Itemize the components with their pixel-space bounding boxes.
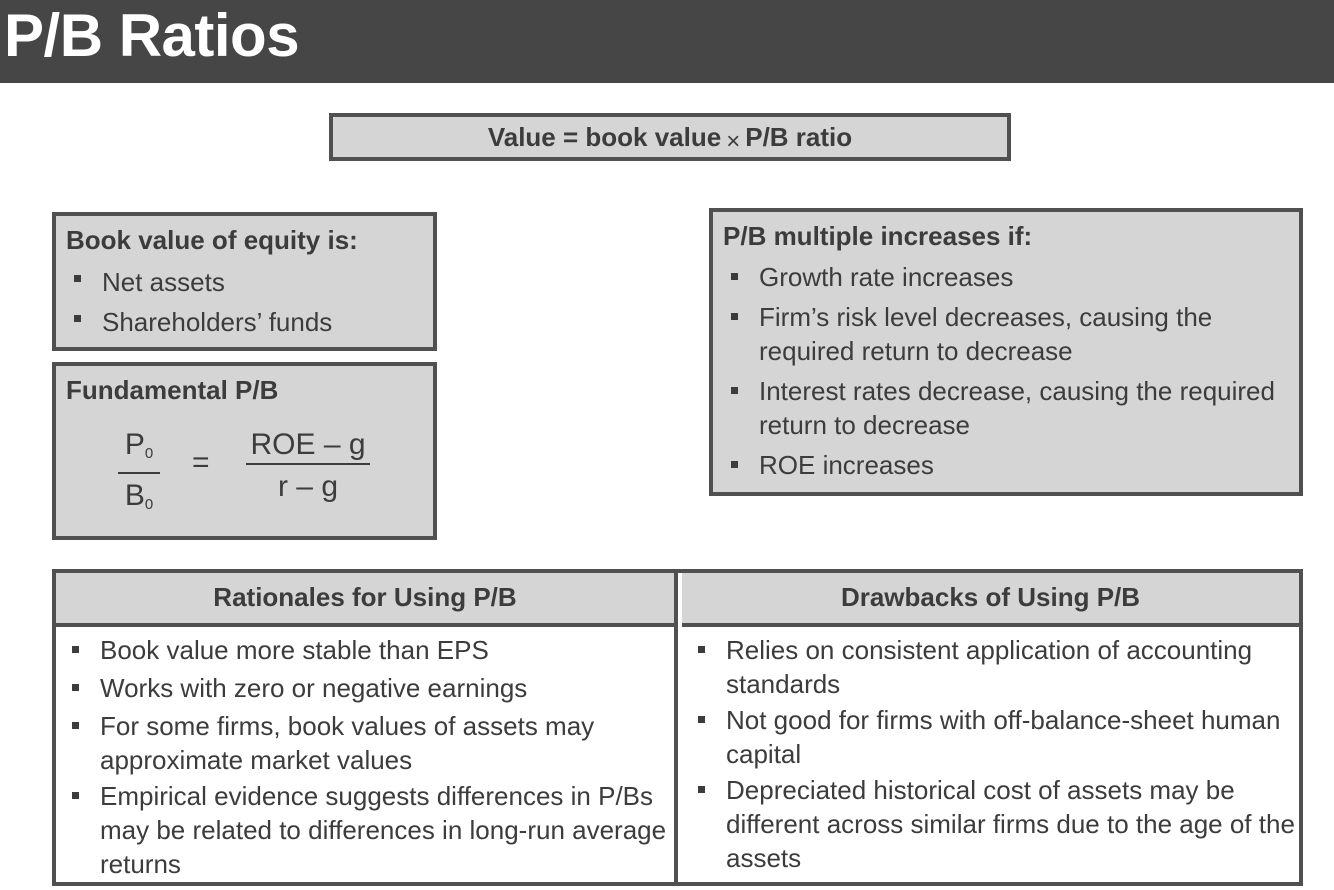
list-item: Net assets [66, 262, 433, 302]
title-bar [0, 0, 1334, 83]
bullet-icon [698, 716, 705, 723]
list-item: Depreciated historical cost of assets may be different across similar firms due to the age of the assets [690, 773, 1299, 875]
fundamental-pb-box [52, 362, 437, 540]
book-value-box [52, 212, 437, 351]
list-item: Interest rates decrease, causing the required return to decrease [723, 374, 1299, 442]
bullet-icon [72, 646, 79, 653]
drawbacks-header: Drawbacks of Using P/B [682, 573, 1299, 627]
pb-increases-list [723, 260, 1299, 482]
page-title: P/B Ratios [4, 2, 300, 69]
list-item: Works with zero or negative earnings [64, 671, 674, 705]
book-value-list [66, 262, 433, 342]
list-item: Relies on consistent application of accounting standards [690, 633, 1299, 701]
fraction-bar [118, 472, 160, 474]
drawbacks-column [682, 573, 1299, 882]
list-item: Growth rate increases [723, 260, 1299, 294]
formula-right: P/B ratio [745, 122, 853, 152]
price-term: $P_0$ [124, 428, 154, 462]
book-value-heading: Book value of equity is: [66, 225, 358, 255]
bullet-icon [74, 275, 81, 282]
list-item: Empirical evidence suggests differences in P/Bs may be related to differences in long-run average returns [64, 779, 674, 881]
book-term: $B_0$ [124, 479, 154, 513]
multiply-symbol: × [726, 128, 741, 155]
pb-increases-heading: P/B multiple increases if: [723, 221, 1033, 251]
bullet-icon [731, 387, 738, 394]
rationales-drawbacks-table [52, 569, 1303, 886]
bullet-icon [731, 461, 738, 468]
rationales-list [64, 633, 674, 881]
bullet-icon [731, 313, 738, 320]
bullet-icon [74, 315, 81, 322]
bullet-icon [72, 792, 79, 799]
formula-left: Value = book value [487, 122, 722, 152]
list-item: Book value more stable than EPS [64, 633, 674, 667]
fraction-bar [246, 463, 370, 465]
rationales-header: Rationales for Using P/B [56, 573, 674, 627]
roe-denominator: r – g [277, 470, 339, 503]
roe-numerator: ROE – g [250, 428, 366, 461]
drawbacks-list [690, 633, 1299, 875]
list-item: Shareholders’ funds [66, 302, 433, 342]
value-formula-box [329, 113, 1011, 161]
bullet-icon [731, 273, 738, 280]
list-item: ROE increases [723, 448, 1299, 482]
fundamental-pb-heading: Fundamental P/B [66, 375, 279, 405]
bullet-icon [698, 646, 705, 653]
equals-sign: = [192, 446, 210, 479]
pb-fraction [118, 428, 160, 522]
bullet-icon [72, 722, 79, 729]
pb-increases-box [709, 208, 1303, 496]
list-item: For some firms, book values of assets may approximate market values [64, 709, 674, 777]
rationales-column [56, 573, 678, 882]
bullet-icon [72, 684, 79, 691]
roe-fraction [246, 428, 370, 504]
list-item: Firm’s risk level decreases, causing the required return to decrease [723, 300, 1299, 368]
bullet-icon [698, 786, 705, 793]
list-item: Not good for firms with off-balance-sheet human capital [690, 703, 1299, 771]
